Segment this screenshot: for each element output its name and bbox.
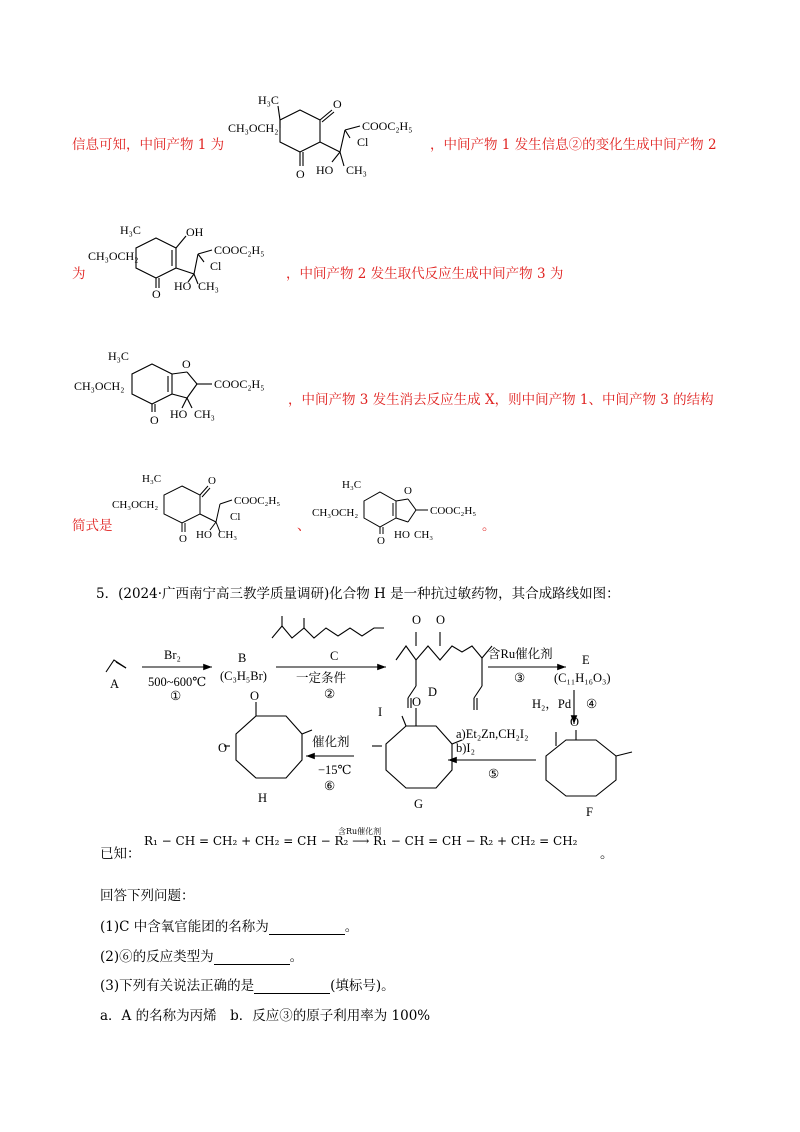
s3-ch3och2: CH₃OCH₂ <box>74 379 125 393</box>
label-F: F <box>586 805 593 819</box>
a1-cl: Cl <box>230 511 241 523</box>
s1-h3c: H₃C <box>258 93 279 107</box>
G-atom-O: O <box>412 695 422 709</box>
H-atom-O: O <box>250 689 260 703</box>
E-formula: (C₁₁H₁₆O₃) <box>554 671 611 685</box>
q3-options: a．A 的名称为丙烯 b．反应③的原子利用率为 100% <box>100 1008 431 1024</box>
s2-ch3: CH₃ <box>198 279 219 293</box>
H-atom-O2: O <box>218 741 228 755</box>
known-label: 已知： <box>100 846 141 862</box>
structure-intermediate-3 <box>72 346 287 428</box>
s2-cooc2h5: COOC₂H₅ <box>214 243 265 257</box>
s3-h3c: H₃C <box>108 349 129 363</box>
answer-line4-sep: 、 <box>297 518 311 534</box>
a1-o-bottom: O <box>179 533 187 545</box>
s3-o-bottom: O <box>150 413 159 427</box>
s1-ch3och2: CH₃OCH₂ <box>228 121 279 135</box>
r5-top1: a)Et₂Zn,CH₂I₂ <box>456 727 529 741</box>
s2-ch3och2: CH₃OCH₂ <box>88 249 139 263</box>
a2-o: O <box>404 485 412 497</box>
question-stem: 5．(2024·广西南宁高三教学质量调研)化合物 H 是一种抗过敏药物，其合成路线如图： <box>96 586 620 602</box>
a2-ho: HO <box>394 529 410 541</box>
a1-ch3: CH₃ <box>218 529 238 541</box>
s1-ho: HO <box>316 163 334 177</box>
s3-cooc2h5: COOC₂H₅ <box>214 377 265 391</box>
q2-text: (2)⑥的反应类型为 <box>100 949 214 965</box>
label-A: A <box>110 677 120 691</box>
s1-o-bottom: O <box>296 167 305 181</box>
s2-oh: OH <box>186 225 204 239</box>
label-G: G <box>414 797 424 811</box>
q1-text: (1)C 中含氧官能团的名称为 <box>100 919 269 935</box>
s1-o: O <box>333 97 342 111</box>
label-D: D <box>428 685 438 699</box>
structure-intermediate-2 <box>86 222 286 302</box>
a1-ch3och2: CH₃OCH₂ <box>112 499 159 511</box>
r1-bottom: 500~600℃ <box>148 675 207 689</box>
q3-blank[interactable] <box>254 993 330 994</box>
r6-bottom: −15℃ <box>318 763 352 777</box>
label-E: E <box>582 653 590 667</box>
known-equation: R₁ − CH = CH₂ + CH₂ = CH − R₂ ⟶ R₁ − CH = CH − R₂ + CH₂ = CH₂ <box>144 834 578 848</box>
answer-line2-suffix: ，中间产物 2 发生取代反应生成中间产物 3 为 <box>286 266 564 282</box>
question-1 <box>100 915 358 935</box>
s2-cl: Cl <box>210 259 222 273</box>
F-atom-O: O <box>570 715 580 729</box>
synthesis-scheme <box>96 606 726 828</box>
a2-ch3: CH₃ <box>414 529 434 541</box>
D-atom-O1: O <box>412 613 422 627</box>
a2-cooc2h5: COOC₂H₅ <box>430 505 477 517</box>
r1-num: ① <box>170 689 182 703</box>
structure-intermediate-1 <box>220 88 435 183</box>
r6-top: 催化剂 <box>312 735 350 749</box>
structure-answer-1 <box>110 470 300 546</box>
q3-text: (3)下列有关说法正确的是 <box>100 978 255 994</box>
q1-blank[interactable] <box>269 934 345 935</box>
a1-cooc2h5: COOC₂H₅ <box>234 495 281 507</box>
q2-blank[interactable] <box>214 964 290 965</box>
r5-top2: b)I₂ <box>456 741 475 755</box>
answer-line1-prefix: 信息可知，中间产物 1 为 <box>72 137 225 153</box>
G-atom-I: I <box>378 705 383 719</box>
label-C: C <box>330 649 339 663</box>
answer-line4-prefix: 简式是 <box>72 518 113 534</box>
a2-o-bottom: O <box>377 535 385 546</box>
structure-answer-2 <box>310 476 480 546</box>
s3-ch3: CH₃ <box>194 407 215 421</box>
known-end: 。 <box>600 846 614 862</box>
a2-h3c: H₃C <box>342 479 362 491</box>
s1-ch3: CH₃ <box>346 163 367 177</box>
D-atom-O2: O <box>436 613 446 627</box>
answer-line1-suffix: ，中间产物 1 发生信息②的变化生成中间产物 2 <box>430 137 717 153</box>
answer-line3-suffix: ，中间产物 3 发生消去反应生成 X，则中间产物 1、中间产物 3 的结构 <box>288 392 714 408</box>
s1-cooc2h5: COOC₂H₅ <box>362 119 413 133</box>
r3-num: ③ <box>514 671 526 685</box>
label-H: H <box>258 791 268 805</box>
r2-bottom: 一定条件 <box>296 671 347 685</box>
r3-top: 含Ru催化剂 <box>488 647 553 661</box>
answer-line4-end: 。 <box>482 518 496 534</box>
r4-top: H₂，Pd <box>532 697 572 711</box>
r2-num: ② <box>324 687 336 701</box>
s3-ho: HO <box>170 407 188 421</box>
s3-o: O <box>182 357 191 371</box>
q1-end: 。 <box>344 919 359 935</box>
r4-num: ④ <box>586 697 598 711</box>
question-3 <box>100 974 395 994</box>
q3-end: (填标号)。 <box>330 978 395 994</box>
a1-ho: HO <box>196 529 212 541</box>
r5-num: ⑤ <box>488 767 500 781</box>
known-catalyst: 含Ru催化剂 <box>338 827 382 836</box>
r6-num: ⑥ <box>324 779 336 793</box>
answer-line2-prefix: 为 <box>72 266 86 282</box>
s1-cl: Cl <box>357 135 369 149</box>
s2-o: O <box>152 287 161 301</box>
label-B: B <box>238 651 247 665</box>
q2-end: 。 <box>289 949 304 965</box>
answer-prompt: 回答下列问题： <box>100 888 195 904</box>
r1-top: Br₂ <box>164 648 181 662</box>
a2-ch3och2: CH₃OCH₂ <box>312 507 359 519</box>
a1-h3c: H₃C <box>142 473 162 485</box>
s2-ho: HO <box>174 279 192 293</box>
a1-o: O <box>208 475 216 487</box>
question-2 <box>100 945 303 965</box>
B-formula: (C₃H₅Br) <box>220 669 267 683</box>
s2-h3c: H₃C <box>120 223 141 237</box>
